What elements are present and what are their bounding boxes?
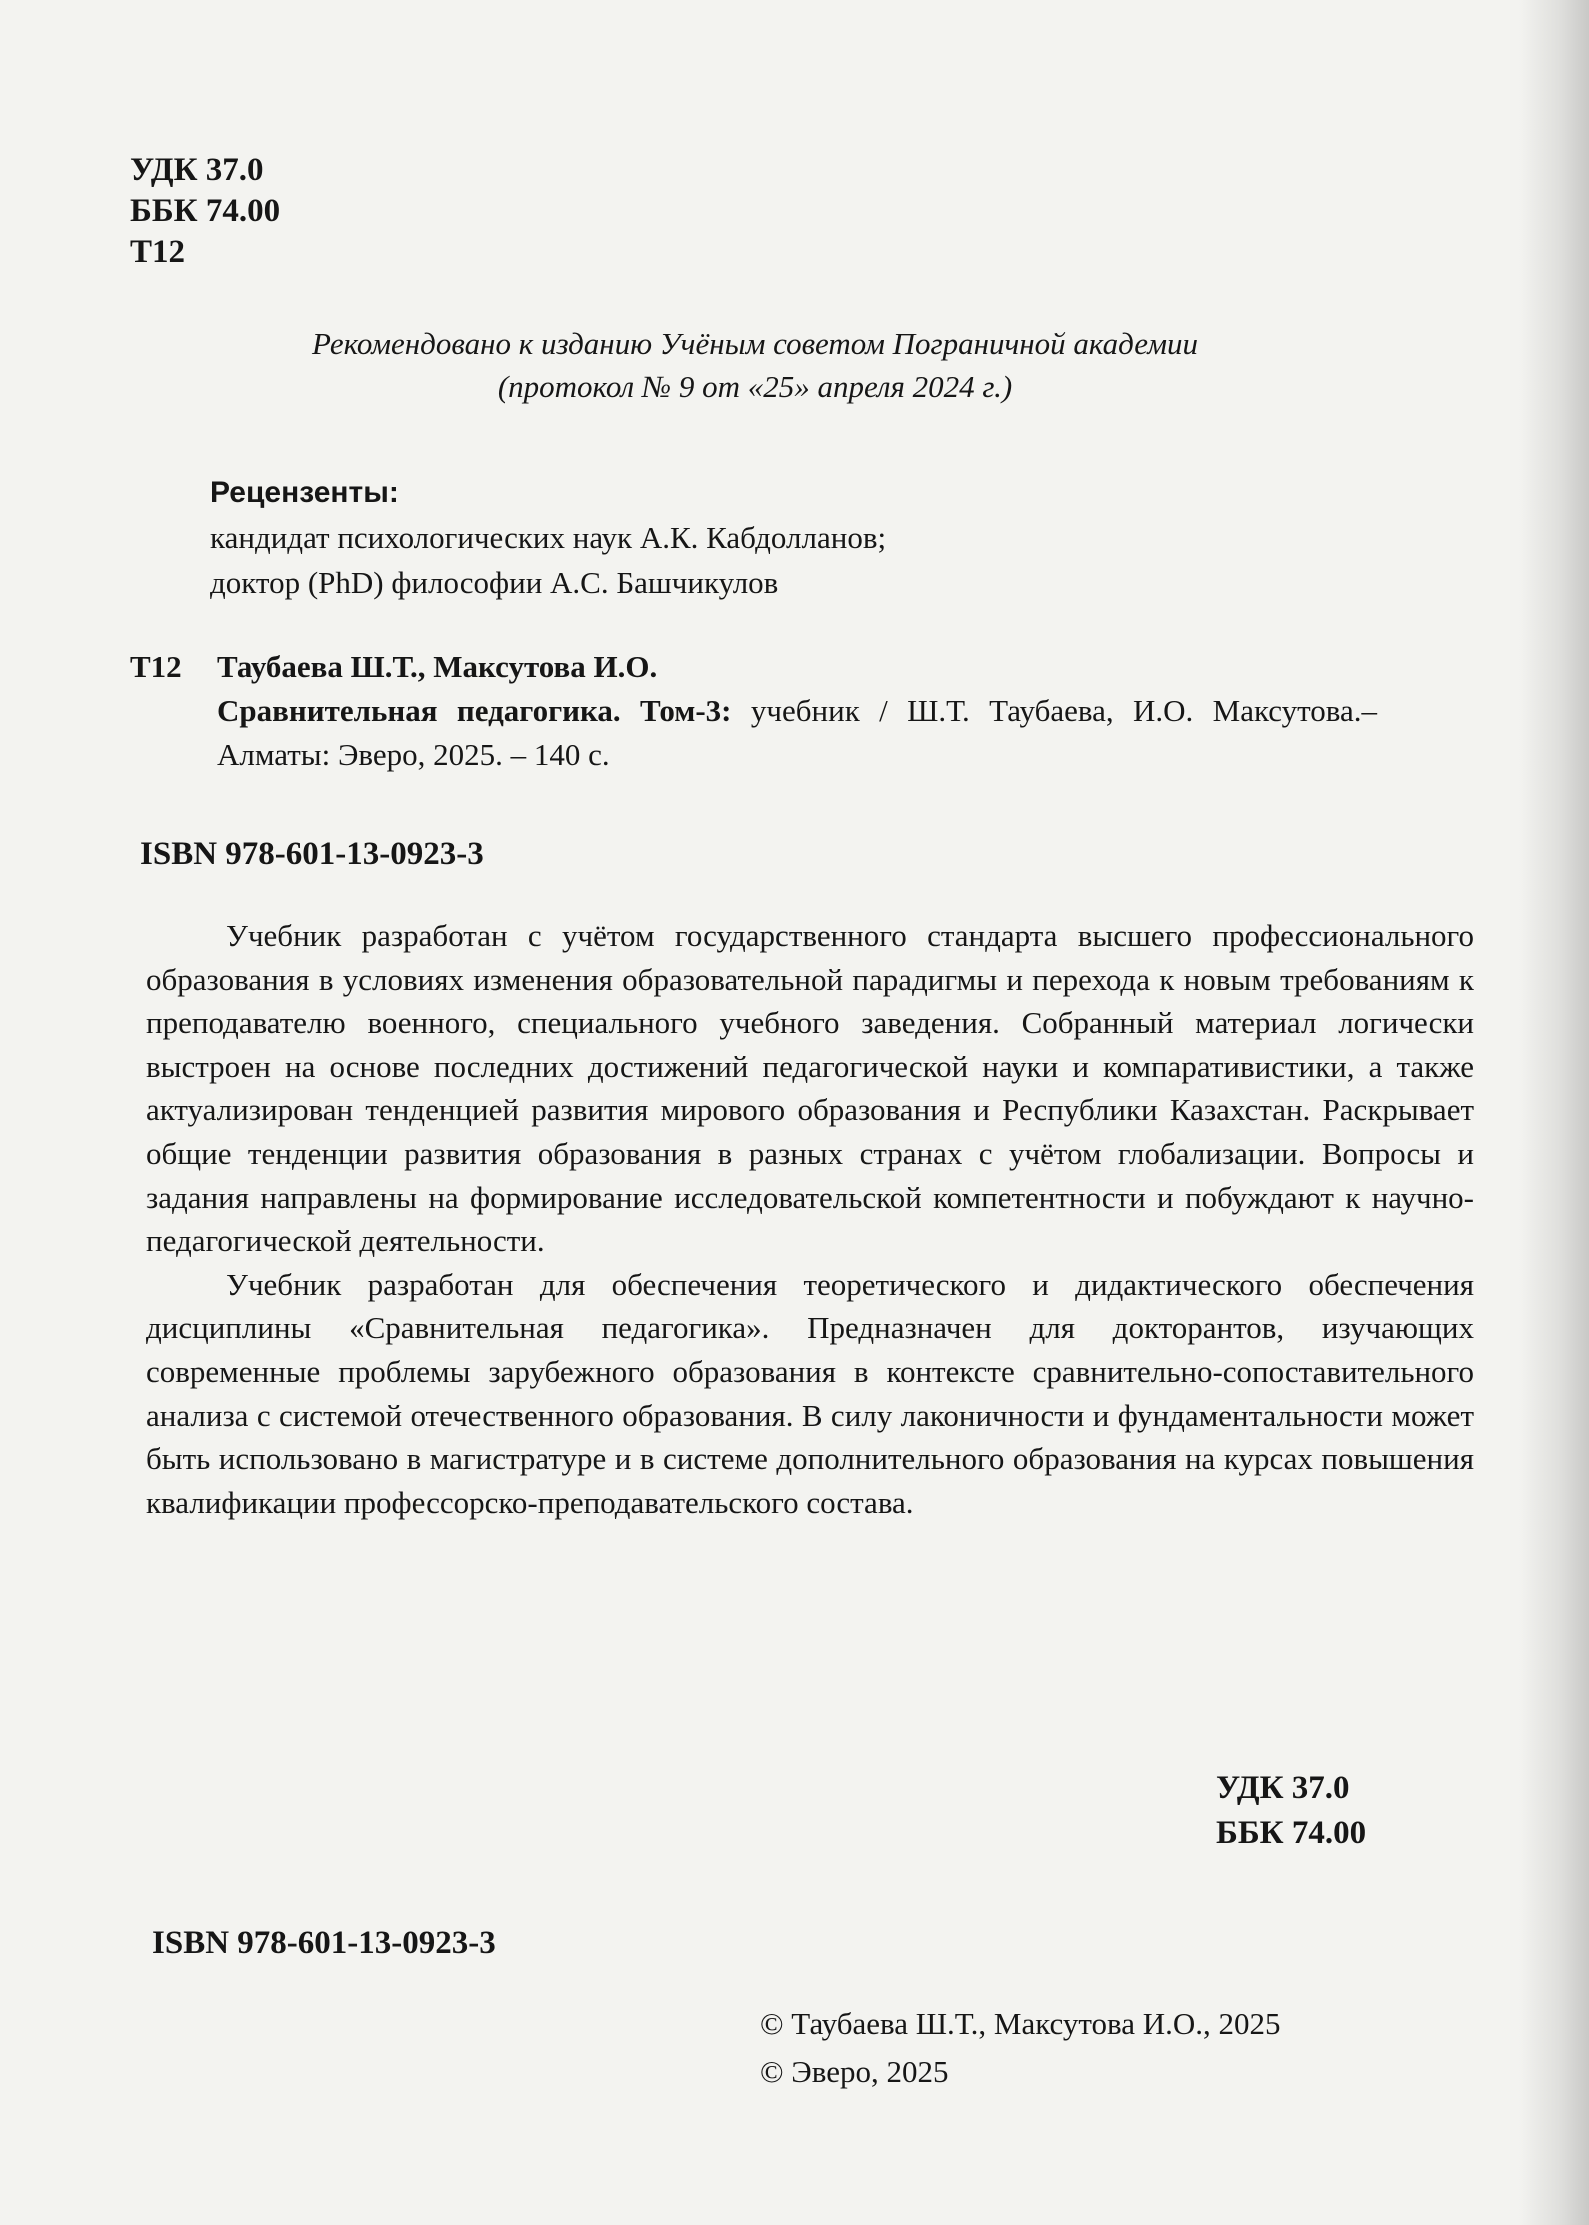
bibliographic-entry [217,645,1377,777]
classification-footer [1216,1766,1366,1856]
reviewer-2: доктор (PhD) философии А.С. Башчикулов [210,565,779,600]
copyright-publisher: © Эверо, 2025 [760,2054,949,2089]
bbk-code-bottom: ББК 74.00 [1216,1815,1367,1851]
scan-edge-shadow [1519,0,1589,2225]
bibliographic-authors: Таубаева Ш.Т., Максутова И.О. [217,649,658,684]
recommendation-note [120,322,1390,408]
reviewer-1: кандидат психологических наук А.К. Кабдолланов; [210,520,887,555]
bibliographic-code: Т12 [130,649,182,684]
isbn-top: ISBN 978-601-13-0923-3 [140,836,484,872]
bbk-code: ББК 74.00 [130,193,281,229]
udk-code: УДК 37.0 [130,152,264,188]
udk-code-bottom: УДК 37.0 [1216,1770,1350,1806]
isbn-bottom: ISBN 978-601-13-0923-3 [152,1925,496,1961]
copyright-block [760,2000,1281,2096]
abstract-paragraph-2: Учебник разработан для обеспечения теоретического и дидактического обеспечения дисциплины «Сравнительная педагогика». Предназначен для докторантов, изучающих современные проблемы зарубежного образования в контексте сравнительно-сопоставительного анализа с системой отечественного образования. В силу лаконичности и фундаментальности может быть использовано в магистратуре и в системе дополнительного образования на курсах повышения квалификации профессорско-преподавательского состава. [146,1266,1474,1520]
abstract [146,914,1474,1524]
classification-header [130,150,280,273]
copyright-authors: © Таубаева Ш.Т., Максутова И.О., 2025 [760,2006,1281,2041]
book-details: учебник / Ш.Т. Таубаева, И.О. Максутова.– Алматы: Эверо, 2025. – 140 с. [217,693,1378,772]
reviewers-title: Рецензенты: [210,476,399,509]
author-mark: Т12 [130,234,186,270]
bibliographic-description [217,689,1377,777]
abstract-paragraph-1: Учебник разработан с учётом государственного стандарта высшего профессионального образования в условиях изменения образовательной парадигмы и перехода к новым требованиям к преподавателю военного, специального учебного заведения. Собранный материал логически выстроен на основе последних достижений педагогической науки и компаративистики, а также актуализирован тенденцией развития мирового образования и Республики Казахстан. Раскрывает общие тенденции развития образования в разных странах с учётом глобализации. Вопросы и задания направлены на формирование исследовательской компетентности и побуждают к научно-педагогической деятельности. [146,918,1474,1259]
reviewers-section [210,470,886,605]
recommendation-line-2: (протокол № 9 от «25» апреля 2024 г.) [497,369,1013,404]
book-title: Сравнительная педагогика. Том-3: [217,693,732,728]
recommendation-line-1: Рекомендовано к изданию Учёным советом Пограничной академии [312,326,1198,361]
